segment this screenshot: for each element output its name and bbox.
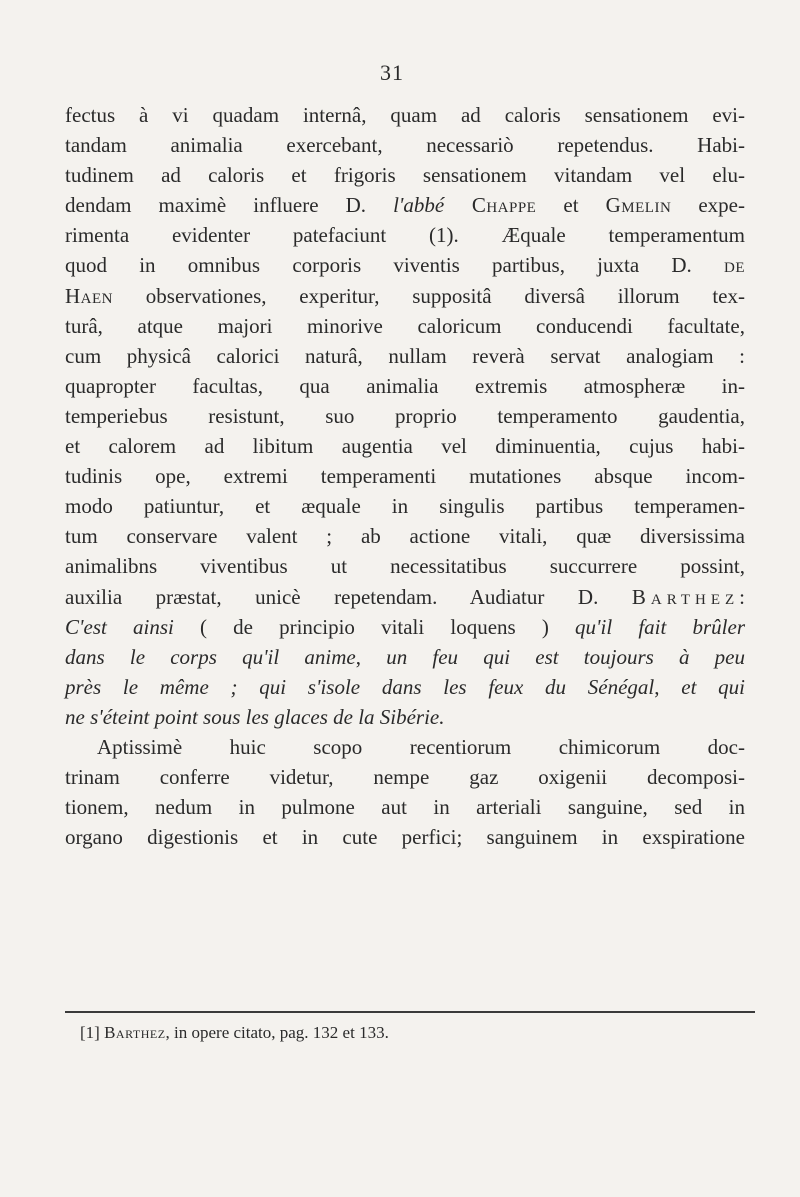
text-line: tum conservare valent ; ab actione vitali, quæ diversissima bbox=[65, 524, 745, 549]
text-line: animalibns viventibus ut necessitatibus succurrere possint, bbox=[65, 554, 745, 579]
text-line: fectus à vi quadam internâ, quam ad caloris sensationem evi- bbox=[65, 103, 745, 127]
text-line: tandam animalia exercebant, necessariò repetendus. Habi- bbox=[65, 133, 745, 158]
text-line: turâ, atque majori minorive caloricum conducendi facultate, bbox=[65, 313, 745, 338]
paragraph-start-line: Aptissimè huic scopo recentiorum chimicorum doc- bbox=[97, 734, 745, 759]
text-line: organo digestionis et in cute perfici; sanguinem in exspiratione bbox=[65, 825, 745, 850]
text-line: tudinis ope, extremi temperamenti mutationes absque incom- bbox=[65, 464, 745, 489]
text-line: ne s'éteint point sous les glaces de la Sibérie. bbox=[65, 704, 445, 729]
text-line: trinam conferre videtur, nempe gaz oxigenii decomposi- bbox=[65, 765, 745, 790]
footnote-text: , in opere citato, pag. 132 et 133. bbox=[165, 1023, 389, 1042]
footnote-marker: [1] bbox=[80, 1023, 100, 1042]
text-line: cum physicâ calorici naturâ, nullam reverà servat analogiam : bbox=[65, 343, 745, 368]
text-line: tudinem ad caloris et frigoris sensationem vitandam vel elu- bbox=[65, 163, 745, 188]
text-line: et calorem ad libitum augentia vel diminuentia, cujus habi- bbox=[65, 434, 745, 459]
text-line: quapropter facultas, qua animalia extremis atmospheræ in- bbox=[65, 373, 745, 398]
footnote-author: Barthez bbox=[104, 1023, 166, 1042]
footnote bbox=[80, 1023, 389, 1043]
body-text bbox=[65, 100, 745, 852]
text-line: Haen observationes, experitur, suppositâ diversâ illorum tex- bbox=[65, 283, 745, 308]
text-line: quod in omnibus corporis viventis partibus, juxta D. de bbox=[65, 253, 745, 278]
text-line: temperiebus resistunt, suo proprio temperamento gaudentia, bbox=[65, 403, 745, 428]
text-line: modo patiuntur, et æquale in singulis partibus temperamen- bbox=[65, 494, 745, 519]
footnote-divider bbox=[65, 1011, 755, 1013]
text-line: tionem, nedum in pulmone aut in arteriali sanguine, sed in bbox=[65, 795, 745, 820]
text-line: rimenta evidenter patefaciunt (1). Æquale temperamentum bbox=[65, 223, 745, 248]
text-line: dans le corps qu'il anime, un feu qui est toujours à peu bbox=[65, 644, 746, 669]
page-number: 31 bbox=[380, 60, 404, 85]
text-line: près le même ; qui s'isole dans les feux du Sénégal, et qui bbox=[65, 674, 746, 699]
text-line: auxilia præstat, unicè repetendam. Audiatur D. Barthez: bbox=[65, 584, 745, 609]
text-line: C'est ainsi ( de principio vitali loquens ) qu'il fait brûler bbox=[65, 614, 745, 639]
text-line: dendam maximè influere D. l'abbé Chappe et Gmelin expe- bbox=[65, 193, 745, 218]
